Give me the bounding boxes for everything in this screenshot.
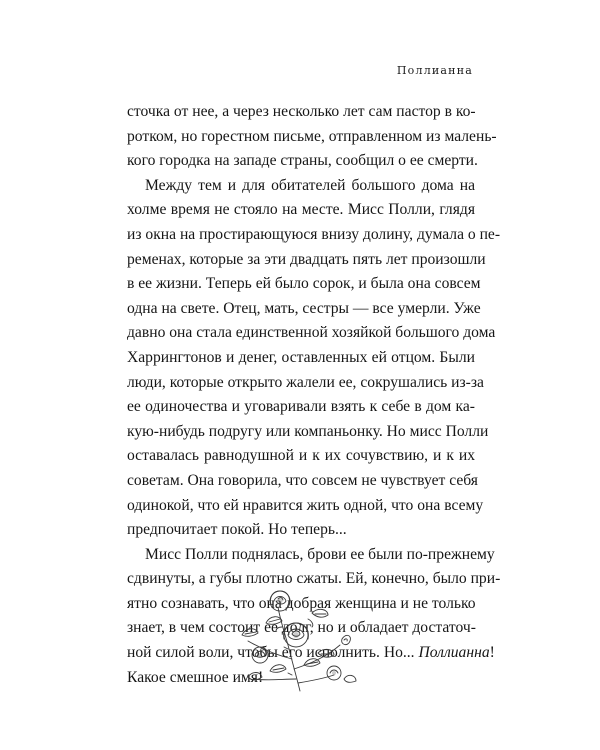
text-line: давно она стала единственной хозяйкой большого дома [127,324,496,342]
text-line: советам. Она говорила, что совсем не чувствует себя [127,471,478,489]
text-line: в ее жизни. Теперь ей было сорок, и была она совсем [127,275,481,293]
text-line: Харрингтонов и денег, оставленных ей отцом. Были [127,348,475,366]
text-line: холме время не стояло на месте. Мисс Полли, глядя [127,201,475,219]
text-run: ! [489,644,495,662]
text-line: ротком, но горестном письме, отправленном из малень- [127,127,497,145]
text-line: Мисс Полли поднялась, брови ее были по-прежнему [145,545,495,563]
text-line: кого городка на западе страны, сообщил о ее смерти. [127,152,478,170]
paragraph [127,174,501,543]
text-line: одинокой, что ей нравится жить одной, что она всему [127,496,484,514]
text-line: Какое смешное имя! [127,668,264,686]
text-line: ятно сознавать, что она добрая женщина и не только [127,594,476,612]
paragraph [127,100,497,174]
text-line: знает, в чем состоит ее долг, но и обладает достаточ- [127,619,476,637]
text-line: кую-нибудь подругу или компаньонку. Но мисс Полли [127,422,489,440]
text-run: ной силой воли, чтобы его исполнить. Но... [127,644,419,662]
text-line: Между тем и для обитателей большого дома на [145,176,475,194]
text-line: из окна на простирающуюся внизу долину, думала о пе- [127,225,501,243]
text-line: одна на свете. Отец, мать, сестры — все умерли. Уже [127,299,481,317]
text-line: сточка от нее, а через несколько лет сам пастор в ко- [127,103,476,120]
text-line: оставалась равнодушной и к их сочувствию, и к их [127,447,475,465]
text-line: предпочитает покой. Но теперь... [127,521,347,539]
text-line: ременах, которые за эти двадцать пять лет произошли [127,250,486,268]
rose-ornament-icon [222,583,382,698]
text-line: сдвинуты, а губы плотно сжаты. Ей, конечно, было при- [127,570,501,588]
text-line: ее одиночества и уговаривали взять к себе в дом ка- [127,398,475,416]
emphasized-name: Поллианна [418,644,490,662]
text-line: люди, которые открыто жалели ее, сокрушались из-за [127,373,484,391]
running-header: Поллианна [396,64,473,77]
